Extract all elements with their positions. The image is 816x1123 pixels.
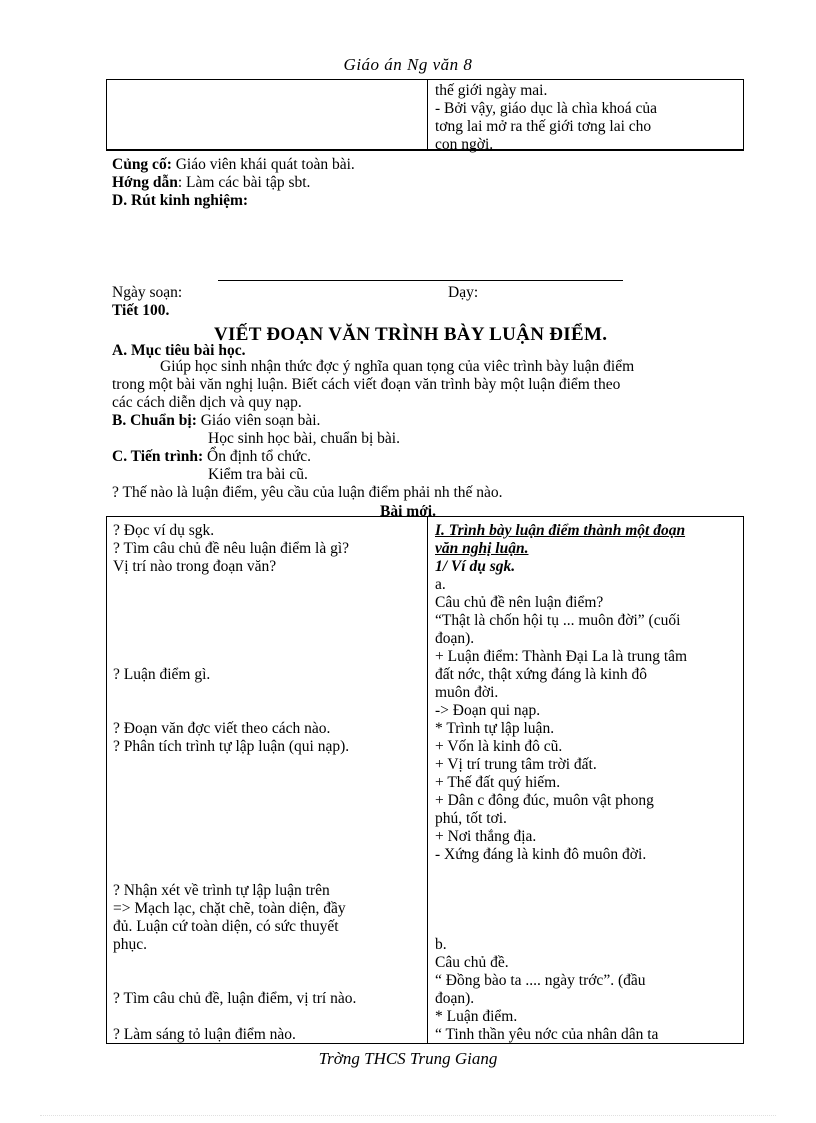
- bai-moi-heading: Bài mới.: [380, 503, 436, 520]
- section-heading: I. Trình bày luận điểm thành một đoạn: [435, 522, 686, 539]
- muc-tieu-heading: A. Mục tiêu bài học.: [112, 342, 246, 359]
- lesson-title: VIẾT ĐOẠN VĂN TRÌNH BÀY LUẬN ĐIỂM.: [214, 324, 608, 345]
- content-line: a.: [435, 576, 446, 593]
- page-footer: Trờng THCS Trung Giang: [318, 1049, 498, 1068]
- teacher-question-line: [113, 954, 423, 972]
- content-column: [435, 522, 740, 1044]
- content-line: [435, 882, 740, 900]
- tien-trinh-line: [112, 448, 311, 466]
- content-line: “ Đồng bào ta .... ngày trớc”. (đầu: [435, 972, 646, 989]
- content-line: + Luận điểm: Thành Đại La là trung tâm: [435, 648, 688, 665]
- content-line: [435, 900, 740, 918]
- teacher-question-line: [113, 810, 423, 828]
- tien-trinh-text: Ổn định tổ chức.: [203, 448, 311, 465]
- content-line: + Vị trí trung tâm trời đất.: [435, 756, 597, 773]
- content-line: * Luận điểm.: [435, 1008, 518, 1025]
- teacher-question-line: [113, 828, 423, 846]
- tien-trinh-line-2: Kiểm tra bài cũ.: [208, 466, 308, 483]
- teacher-question-line: [113, 648, 423, 666]
- muc-tieu-line: Giúp học sinh nhận thức đợc ý nghĩa quan tọng của viêc trình bày luận điểm: [160, 358, 635, 375]
- day-label: Dạy:: [448, 284, 479, 301]
- teacher-question-line: [113, 972, 423, 990]
- teacher-question-line: ? Đọc ví dụ sgk.: [113, 522, 215, 539]
- content-line: + Dân c đông đúc, muôn vật phong: [435, 792, 654, 809]
- teacher-question-line: [113, 702, 423, 720]
- content-line: Câu chủ đề nên luận điểm?: [435, 594, 604, 611]
- content-line: phú, tốt tơi.: [435, 810, 507, 827]
- content-line: - Xứng đáng là kinh đô muôn đời.: [435, 846, 647, 863]
- teacher-question-line: [113, 630, 423, 648]
- teacher-question-line: [113, 576, 423, 594]
- teacher-questions-column: [113, 522, 423, 1044]
- top-table-right-cell: [435, 82, 740, 154]
- cung-co-text: Giáo viên khái quát toàn bài.: [171, 156, 355, 173]
- content-line: đất nớc, thật xứng đáng là kinh đô: [435, 666, 648, 683]
- teacher-question-line: ? Phân tích trình tự lập luận (qui nạp).: [113, 738, 350, 755]
- content-line: * Trình tự lập luận.: [435, 720, 555, 737]
- teacher-question-line: => Mạch lạc, chặt chẽ, toàn diện, đầy: [113, 900, 346, 917]
- content-line: -> Đoạn qui nạp.: [435, 702, 541, 719]
- top-table: [106, 79, 744, 151]
- teacher-question-line: [113, 1008, 423, 1026]
- content-line: “ Tinh thần yêu nớc của nhân dân ta: [435, 1026, 659, 1043]
- content-lines: [435, 576, 740, 1044]
- muc-tieu-line: các cách diễn dịch và quy nạp.: [112, 394, 302, 411]
- chuan-bi-text: Giáo viên soạn bài.: [196, 412, 321, 429]
- tien-trinh-label: C. Tiến trình:: [112, 448, 204, 465]
- teacher-question-line: ? Nhận xét về trình tự lập luận trên: [113, 882, 330, 899]
- rut-kinh-nghiem-heading: D. Rút kinh nghiệm:: [112, 192, 249, 209]
- teacher-question-line: [113, 594, 423, 612]
- content-line: [435, 864, 740, 882]
- content-line: [435, 918, 740, 936]
- huong-dan-label: Hớng dẫn: [112, 174, 178, 191]
- teacher-question-line: phục.: [113, 936, 148, 953]
- top-table-divider: [427, 80, 428, 149]
- huong-dan-line: [112, 174, 310, 192]
- teacher-question-line: [113, 792, 423, 810]
- kiem-tra-question: ? Thế nào là luận điểm, yêu cầu của luận điểm phải nh thế nào.: [112, 484, 503, 501]
- tiet-number: Tiết 100.: [112, 302, 170, 319]
- main-table-divider: [427, 517, 428, 1043]
- content-line: đoạn).: [435, 990, 475, 1007]
- teacher-question-line: [113, 684, 423, 702]
- content-line: Câu chủ đề.: [435, 954, 509, 971]
- teacher-question-line: ? Đoạn văn đợc viết theo cách nào.: [113, 720, 331, 737]
- content-line: + Nơi thắng địa.: [435, 828, 537, 845]
- teacher-question-line: [113, 612, 423, 630]
- chuan-bi-line: [112, 412, 320, 430]
- teacher-question-line: ? Tìm câu chủ đề, luận điểm, vị trí nào.: [113, 990, 357, 1007]
- teacher-question-line: Vị trí nào trong đoạn văn?: [113, 558, 277, 575]
- content-line: + Thế đất quý hiếm.: [435, 774, 561, 791]
- content-line: b.: [435, 936, 447, 953]
- top-table-line: con ngời.: [435, 136, 494, 153]
- teacher-question-line: ? Luận điểm gì.: [113, 666, 211, 683]
- content-line: đoạn).: [435, 630, 475, 647]
- teacher-question-line: [113, 846, 423, 864]
- cung-co-line: [112, 156, 355, 174]
- teacher-question-line: đủ. Luận cứ toàn diện, có sức thuyết: [113, 918, 339, 935]
- muc-tieu-line: trong một bài văn nghị luận. Biết cách viết đoạn văn trình bày một luận điểm theo: [112, 376, 621, 393]
- teacher-question-line: ? Làm sáng tỏ luận điểm nào.: [113, 1026, 296, 1043]
- teacher-question-line: [113, 756, 423, 774]
- content-line: muôn đời.: [435, 684, 499, 701]
- section-heading-cont: văn nghị luận.: [435, 540, 529, 557]
- top-table-line: - Bởi vậy, giáo dục là chìa khoá của: [435, 100, 657, 117]
- cung-co-label: Củng cố:: [112, 156, 172, 173]
- chuan-bi-label: B. Chuẩn bị:: [112, 412, 197, 429]
- subsection-heading: 1/ Ví dụ sgk.: [435, 558, 516, 575]
- teacher-question-line: [113, 864, 423, 882]
- teacher-question-line: ? Tìm câu chủ đề nêu luận điểm là gì?: [113, 540, 350, 557]
- ngay-soan: Ngày soạn:: [112, 284, 183, 301]
- content-line: “Thật là chốn hội tụ ... muôn đời” (cuối: [435, 612, 681, 629]
- top-table-line: thế giới ngày mai.: [435, 82, 548, 99]
- top-table-line: tơng lai mở ra thế giới tơng lai cho: [435, 118, 652, 135]
- teacher-question-line: [113, 774, 423, 792]
- huong-dan-text: : Làm các bài tập sbt.: [177, 174, 311, 191]
- main-table: [106, 516, 744, 1044]
- content-line: + Vốn là kinh đô cũ.: [435, 738, 563, 755]
- section-separator: [218, 280, 623, 281]
- page-bottom-rule: [40, 1115, 776, 1116]
- page-header: Giáo án Ng văn 8: [343, 55, 473, 74]
- chuan-bi-line-2: Học sinh học bài, chuẩn bị bài.: [208, 430, 400, 447]
